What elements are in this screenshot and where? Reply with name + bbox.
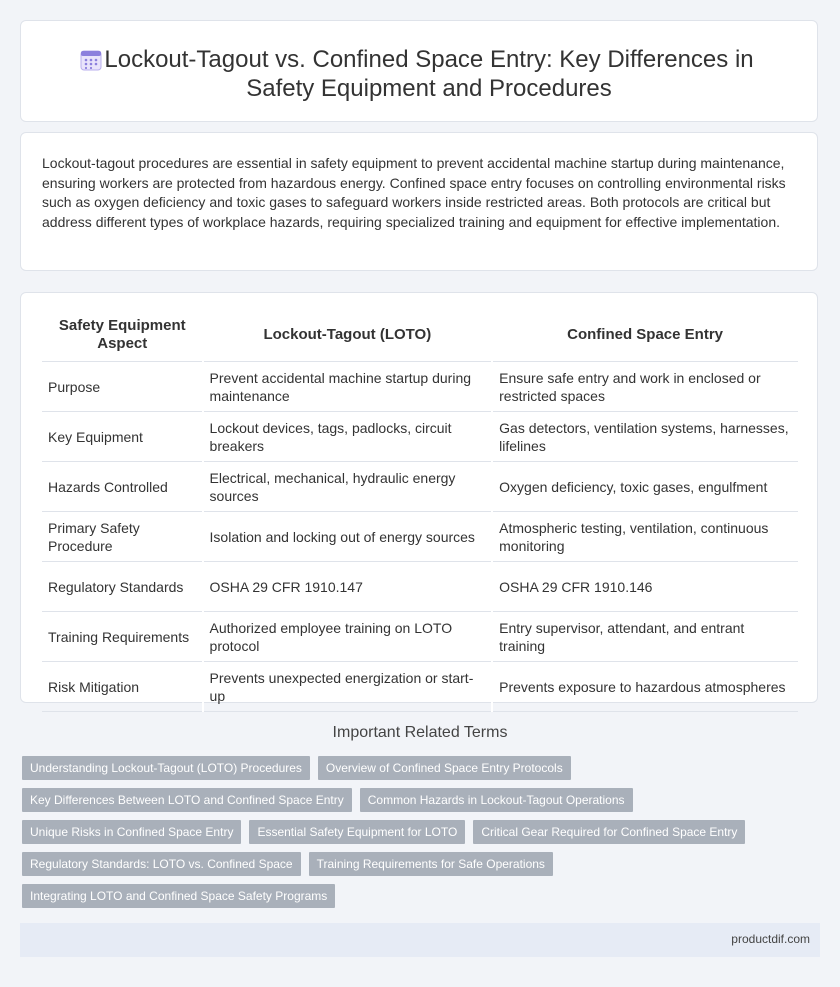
- related-term-tag[interactable]: Essential Safety Equipment for LOTO: [249, 820, 465, 844]
- intro-card: [20, 132, 818, 271]
- table-cell: Isolation and locking out of energy sources: [203, 512, 493, 562]
- header-aspect: Safety Equipment Aspect: [42, 309, 203, 362]
- table-cell: Primary Safety Procedure: [42, 512, 203, 562]
- table-row: [42, 412, 798, 462]
- related-term-tag[interactable]: Understanding Lockout-Tagout (LOTO) Procedures: [22, 756, 310, 780]
- table-cell: Oxygen deficiency, toxic gases, engulfment: [492, 462, 798, 512]
- table-cell: Atmospheric testing, ventilation, continuous monitoring: [492, 512, 798, 562]
- table-cell: Lockout devices, tags, padlocks, circuit breakers: [203, 412, 493, 462]
- table-cell: Purpose: [42, 362, 203, 412]
- header-card: [20, 20, 818, 122]
- header-loto: Lockout-Tagout (LOTO): [203, 309, 493, 362]
- table-cell: Hazards Controlled: [42, 462, 203, 512]
- related-term-tag[interactable]: Critical Gear Required for Confined Space Entry: [473, 820, 745, 844]
- table-cell: Risk Mitigation: [42, 662, 203, 712]
- table-row: [42, 662, 798, 712]
- table-header-row: [42, 309, 798, 362]
- comparison-table: [42, 309, 798, 712]
- related-term-tag[interactable]: Training Requirements for Safe Operations: [309, 852, 553, 876]
- table-cell: Ensure safe entry and work in enclosed or restricted spaces: [492, 362, 798, 412]
- table-cell: Electrical, mechanical, hydraulic energy sources: [203, 462, 493, 512]
- table-cell: Prevent accidental machine startup during maintenance: [203, 362, 493, 412]
- table-row: [42, 462, 798, 512]
- page-title: Lockout-Tagout vs. Confined Space Entry: Key Differences in Safety Equipment and Procedures: [104, 46, 754, 102]
- related-term-tag[interactable]: Overview of Confined Space Entry Protocols: [318, 756, 571, 780]
- table-row: [42, 362, 798, 412]
- header-confined-space: Confined Space Entry: [492, 309, 798, 362]
- table-row: [42, 512, 798, 562]
- related-terms-list: [22, 756, 802, 916]
- table-cell: Gas detectors, ventilation systems, harnesses, lifelines: [492, 412, 798, 462]
- related-term-tag[interactable]: Unique Risks in Confined Space Entry: [22, 820, 241, 844]
- table-cell: Key Equipment: [42, 412, 203, 462]
- table-row: [42, 612, 798, 662]
- intro-paragraph: Lockout-tagout procedures are essential in safety equipment to prevent accidental machine startup during maintenance, ensuring workers are protected from hazardous energy. Confined space entry focuses on controlling environmental risks such as oxygen deficiency and toxic gases to safeguard workers inside restricted areas. Both protocols are critical but address different types of workplace hazards, requiring specialized training and equipment for effective implementation.: [42, 155, 786, 230]
- comparison-table-card: [20, 292, 818, 703]
- table-cell: Prevents unexpected energization or start-up: [203, 662, 493, 712]
- table-cell: Entry supervisor, attendant, and entrant training: [492, 612, 798, 662]
- table-cell: OSHA 29 CFR 1910.147: [203, 562, 493, 612]
- table-cell: Authorized employee training on LOTO protocol: [203, 612, 493, 662]
- table-cell: Training Requirements: [42, 612, 203, 662]
- related-terms-heading: Important Related Terms: [332, 724, 508, 741]
- footer-site-name[interactable]: productdif.com: [731, 932, 810, 946]
- related-term-tag[interactable]: Regulatory Standards: LOTO vs. Confined Space: [22, 852, 301, 876]
- table-cell: Prevents exposure to hazardous atmospheres: [492, 662, 798, 712]
- table-row: [42, 562, 798, 612]
- related-term-tag[interactable]: Common Hazards in Lockout-Tagout Operations: [360, 788, 633, 812]
- table-cell: Regulatory Standards: [42, 562, 203, 612]
- table-cell: OSHA 29 CFR 1910.146: [492, 562, 798, 612]
- related-term-tag[interactable]: Key Differences Between LOTO and Confined Space Entry: [22, 788, 352, 812]
- footer: [20, 923, 820, 957]
- related-term-tag[interactable]: Integrating LOTO and Confined Space Safety Programs: [22, 884, 335, 908]
